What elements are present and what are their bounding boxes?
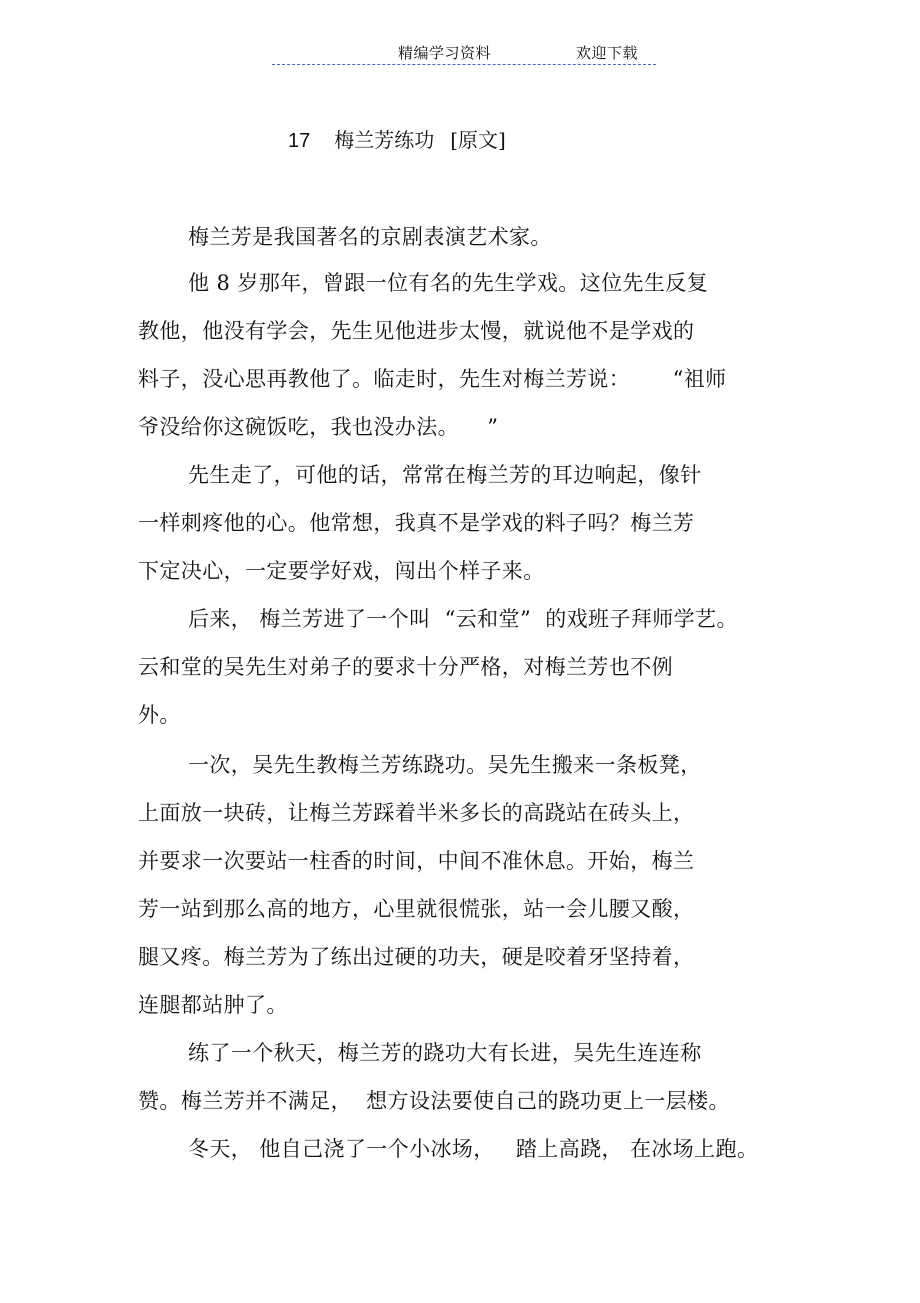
text-line: 上面放一块砖，让梅兰芳踩着半米多长的高跷站在砖头上， [138, 801, 695, 825]
header-left-text: 精编学习资料 [398, 44, 492, 62]
text-line: 并要求一次要站一柱香的时间，中间不准休息。开始，梅兰 [138, 849, 695, 873]
text-line: 一样刺疼他的心。他常想，我真不是学戏的料子吗？梅兰芳 [138, 511, 695, 535]
text-line: 一次，吴先生教梅兰芳练跷功。吴先生搬来一条板凳， [188, 753, 702, 777]
text-line: 教他，他没有学会，先生见他进步太慢，就说他不是学戏的 [138, 319, 695, 343]
title-tag: [原文] [450, 128, 506, 152]
text-line: 先生走了，可他的话，常常在梅兰芳的耳边响起，像针 [188, 463, 702, 487]
text-line: 冬天， 他自己浇了一个小冰场， 踏上高跷， 在冰场上跑。 [188, 1137, 759, 1161]
document-title [288, 124, 506, 153]
text-line: 云和堂的吴先生对弟子的要求十分严格，对梅兰芳也不例 [138, 655, 673, 679]
title-name: 梅兰芳练功 [334, 128, 435, 152]
text-line: 下定决心，一定要学好戏，闯出个样子来。 [138, 559, 545, 583]
text-line: 料子，没心思再教他了。临走时，先生对梅兰芳说： “祖师 [138, 367, 727, 391]
text-line: 梅兰芳是我国著名的京剧表演艺术家。 [188, 225, 552, 249]
text-line: 他 8 岁那年，曾跟一位有名的先生学戏。这位先生反复 [188, 271, 709, 295]
text-line: 连腿都站肿了。 [138, 993, 288, 1017]
text-line: 赞。梅兰芳并不满足， 想方设法要使自己的跷功更上一层楼。 [138, 1089, 730, 1113]
title-number: 17 [288, 130, 311, 152]
text-line: 爷没给你这碗饭吃，我也没办法。 ” [138, 415, 499, 439]
text-line: 芳一站到那么高的地方，心里就很慌张，站一会儿腰又酸， [138, 897, 695, 921]
header-right-text: 欢迎下载 [576, 44, 639, 62]
text-line: 外。 [138, 703, 181, 727]
text-line: 练了一个秋天，梅兰芳的跷功大有长进，吴先生连连称 [188, 1041, 702, 1065]
page-header [272, 40, 656, 65]
text-line: 后来， 梅兰芳进了一个叫 “云和堂” 的戏班子拜师学艺。 [188, 607, 738, 631]
text-line: 腿又疼。梅兰芳为了练出过硬的功夫，硬是咬着牙坚持着， [138, 945, 695, 969]
